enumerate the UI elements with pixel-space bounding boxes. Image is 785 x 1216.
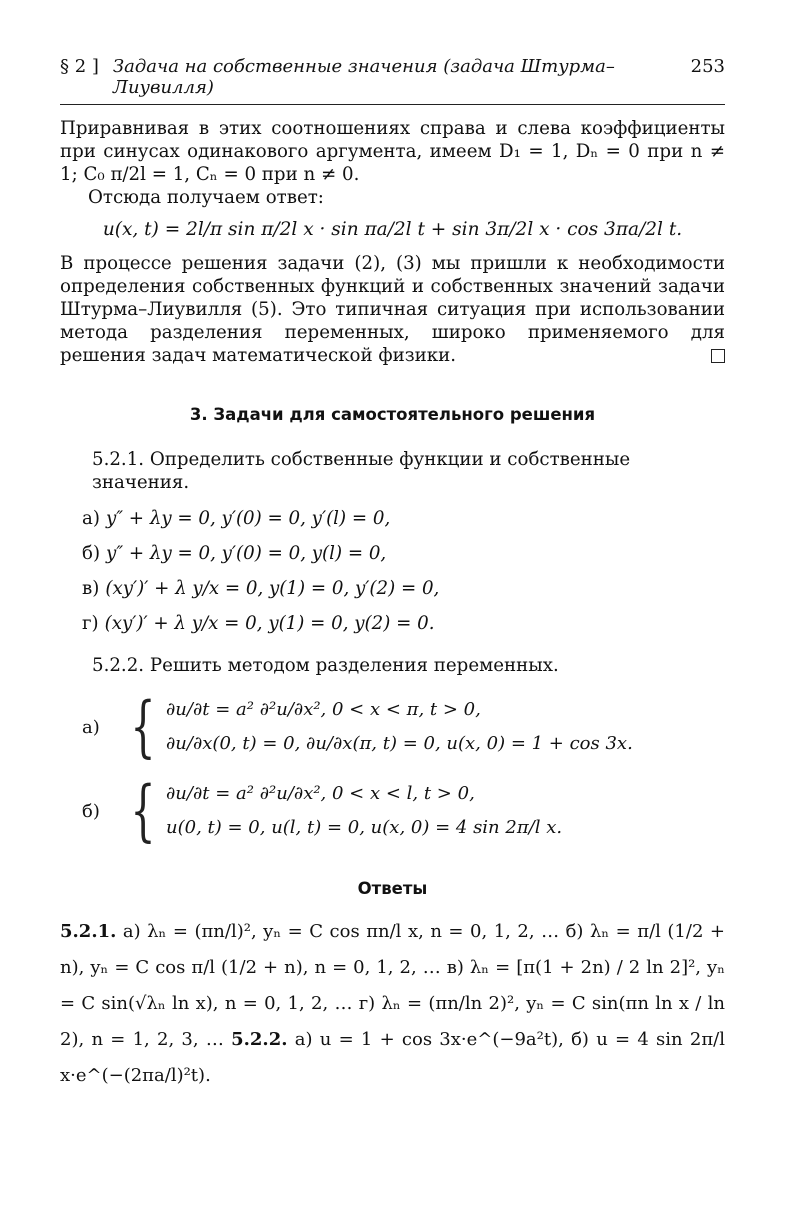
task-item-a: а) y″ + λy = 0, y′(0) = 0, y′(l) = 0,: [82, 508, 391, 529]
paragraph-answer-intro: Отсюда получаем ответ:: [88, 187, 324, 208]
system-row: ∂u/∂t = a² ∂²u/∂x², 0 < x < l, t > 0,: [166, 783, 475, 804]
task-item-g: г) (xy′)′ + λ y/x = 0, y(1) = 0, y(2) = 0.: [82, 613, 435, 634]
section-number: § 2 ]: [60, 56, 99, 77]
paragraph-coefficients: Приравнивая в этих соотношениях справа и слева коэффициенты при синусах одинакового аргумента, имеем D₁ = 1, Dₙ = 0 при n ≠ 1; C₀ π/2l = 1, Cₙ = 0 при n ≠ 0.: [60, 118, 725, 185]
system-row: ∂u/∂t = a² ∂²u/∂x², 0 < x < π, t > 0,: [166, 699, 481, 720]
answers-block: [60, 914, 725, 1094]
task-5-2-2: 5.2.2. Решить методом разделения переменных.: [92, 655, 559, 676]
answer-label-5-2-1: 5.2.1.: [60, 921, 117, 942]
system-label: б): [82, 800, 100, 822]
answer-formula: u(x, t) = 2l/π sin π/2l x · sin πa/2l t + sin 3π/2l x · cos 3πa/2l t.: [102, 219, 683, 240]
paragraph-conclusion-text: В процессе решения задачи (2), (3) мы пришли к необходимости определения собственных функций и собственных значений задачи Штурма–Лиувилля (5). Это типичная ситуация при использовании метода разделения переменных, широко применяемого для решения задач математической физики.: [60, 253, 725, 366]
answers-title: Ответы: [357, 879, 428, 898]
page-number: 253: [690, 56, 725, 77]
task-item-b: б) y″ + λy = 0, y′(0) = 0, y(l) = 0,: [82, 543, 387, 564]
answer-text-5-2-2: а) u = 1 + cos 3x·e^(−9a²t), б) u = 4 sin 2π/l x·e^(−(2πa/l)²t).: [60, 1029, 725, 1086]
page: [60, 56, 725, 1094]
brace-icon: {: [130, 688, 156, 765]
section-title: 3. Задачи для самостоятельного решения: [189, 405, 596, 424]
answer-label-5-2-2: 5.2.2.: [231, 1029, 288, 1050]
task-item-v: в) (xy′)′ + λ y/x = 0, y(1) = 0, y′(2) = 0,: [82, 578, 440, 599]
brace-icon: {: [130, 772, 156, 849]
header-title: Задача на собственные значения (задача Штурма–Лиувилля): [112, 56, 615, 98]
system-row: u(0, t) = 0, u(l, t) = 0, u(x, 0) = 4 sin 2π/l x.: [166, 817, 563, 838]
qed-square-icon: [711, 349, 725, 363]
system-b: [82, 772, 725, 849]
system-a: [82, 688, 725, 765]
answer-text-5-2-1: а) λₙ = (πn/l)², yₙ = C cos πn/l x, n = 0, 1, 2, … б) λₙ = π/l (1/2 + n), yₙ = C cos π/l (1/2 + n), n = 0, 1, 2, … в) λₙ = [π(1 + 2n) / 2 ln 2]², yₙ = C sin(√λₙ ln x), n = 0, 1, 2, … г) λₙ = (πn/ln 2)², yₙ = C sin(πn ln x / ln 2), n = 1, 2, 3, …: [60, 921, 725, 1050]
system-row: ∂u/∂x(0, t) = 0, ∂u/∂x(π, t) = 0, u(x, 0) = 1 + cos 3x.: [166, 733, 633, 754]
paragraph-conclusion: [60, 252, 725, 367]
system-label: а): [82, 716, 100, 738]
running-header: [60, 56, 725, 105]
task-5-2-1: 5.2.1. Определить собственные функции и собственные значения.: [92, 449, 631, 493]
